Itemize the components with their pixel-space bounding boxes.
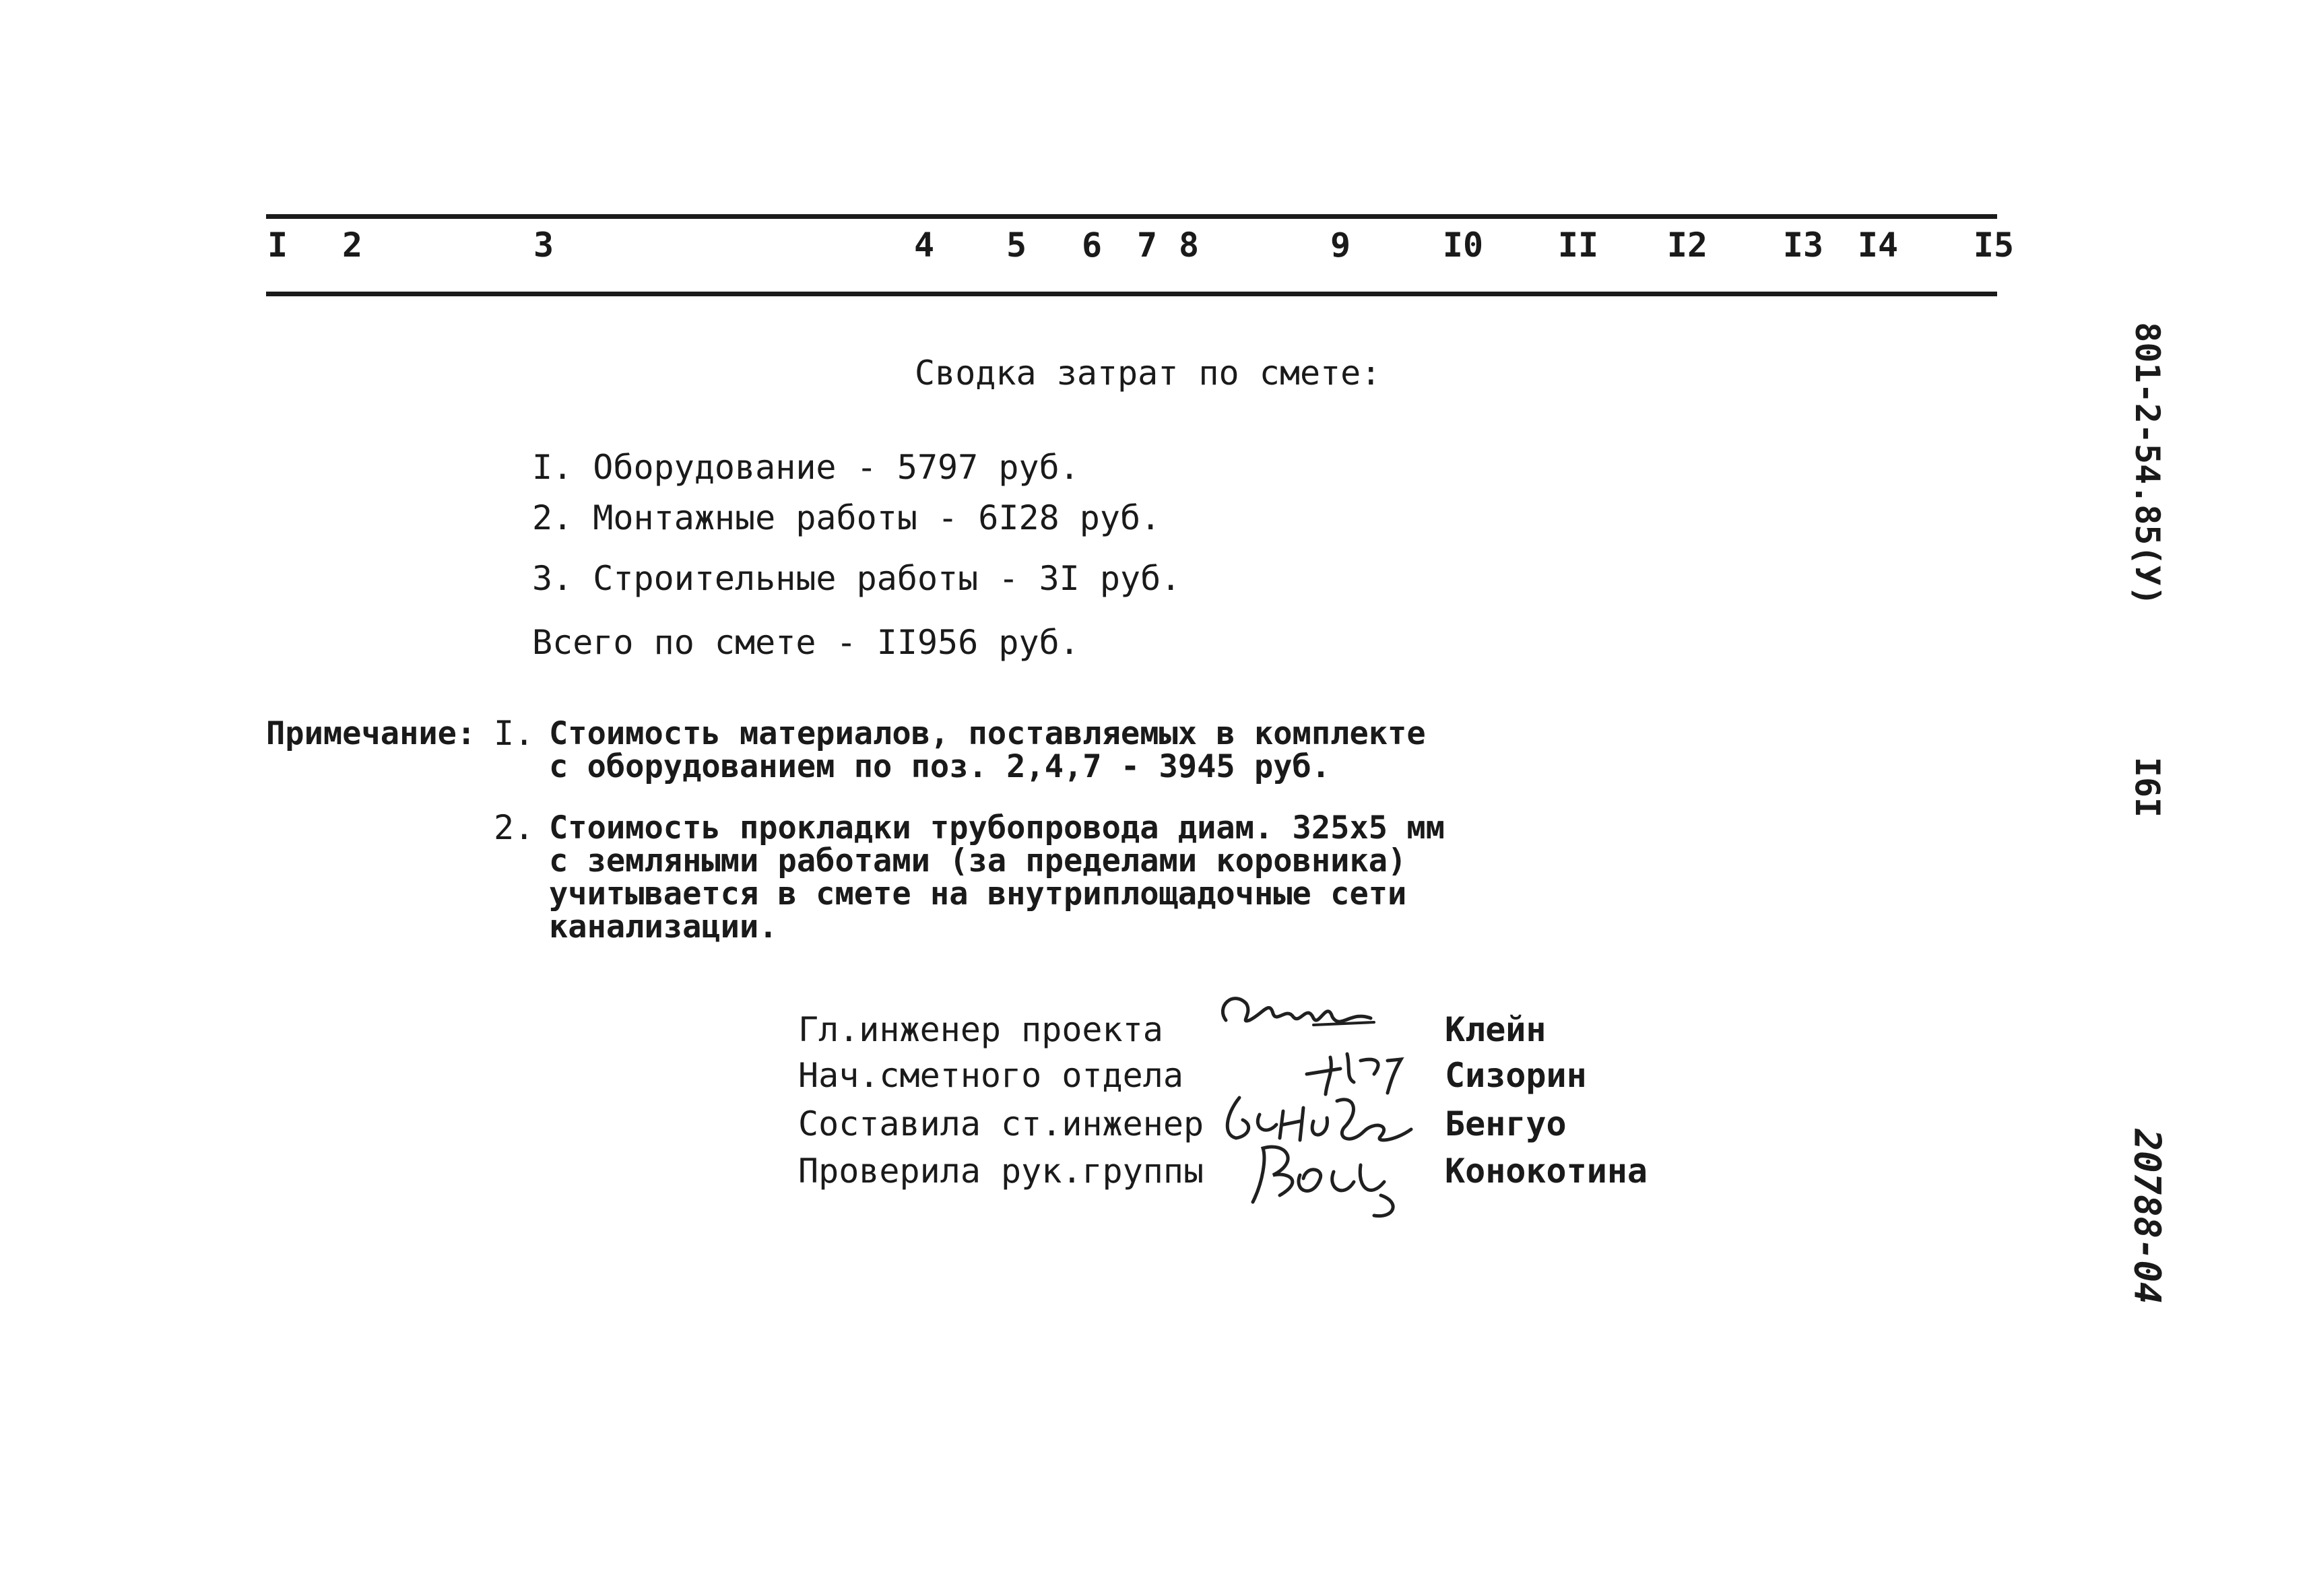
column-number: 5 [1006, 226, 1027, 265]
page-number: I6I [2128, 756, 2167, 818]
signature-role: Составила ст.инженер [798, 1104, 1204, 1143]
column-number: I4 [1857, 226, 1899, 265]
column-number: I2 [1666, 226, 1708, 265]
summary-item-construction: 3. Строительные работы - 3I руб. [532, 559, 1181, 598]
signature-role: Проверила рук.группы [798, 1152, 1204, 1191]
note-2-line: канализации. [549, 908, 778, 945]
signature-name: Конокотина [1445, 1152, 1648, 1191]
note-2-line: Стоимость прокладки трубопровода диам. 325х5 мм [549, 809, 1445, 846]
signature-role: Гл.инженер проекта [798, 1010, 1163, 1049]
summary-title: Сводка затрат по смете: [915, 354, 1381, 393]
signature-name: Сизорин [1445, 1056, 1587, 1095]
column-number: I [267, 226, 288, 265]
column-number: 3 [533, 226, 554, 265]
column-number: I0 [1442, 226, 1484, 265]
header-top-rule [266, 214, 1997, 219]
signature-name: Клейн [1445, 1010, 1547, 1049]
signature-role: Нач.сметного отдела [798, 1056, 1183, 1095]
summary-total: Всего по смете - II956 руб. [532, 623, 1080, 662]
note-label: Примечание: [266, 715, 476, 752]
column-number: 9 [1330, 226, 1351, 265]
column-number: I5 [1973, 226, 2015, 265]
column-number: 7 [1136, 226, 1158, 265]
note-2-number: 2. [494, 808, 535, 847]
column-number: II [1557, 226, 1599, 265]
note-2-line: учитывается в смете на внутриплощадочные сети [549, 875, 1407, 912]
column-number: 8 [1178, 226, 1200, 265]
header-bottom-rule [266, 292, 1997, 296]
summary-item-installation: 2. Монтажные работы - 6I28 руб. [532, 498, 1161, 537]
document-code: 801-2-54.85(У) [2128, 322, 2167, 606]
column-number: 2 [341, 226, 363, 265]
note-2-line: с земляными работами (за пределами коровника) [549, 842, 1407, 879]
note-1-number: I. [494, 714, 535, 753]
column-number: 6 [1081, 226, 1103, 265]
handwritten-signature-1 [1212, 983, 1388, 1044]
summary-item-equipment: I. Оборудование - 5797 руб. [532, 448, 1080, 487]
column-number: 4 [913, 226, 935, 265]
handwritten-signature-4 [1226, 1135, 1428, 1229]
signature-name: Бенгуо [1445, 1104, 1567, 1143]
sheet-number: 20788-04 [2126, 1129, 2169, 1304]
note-1-line: с оборудованием по поз. 2,4,7 - 3945 руб. [549, 748, 1331, 785]
column-number: I3 [1782, 226, 1824, 265]
note-1-line: Стоимость материалов, поставляемых в комплекте [549, 715, 1426, 752]
